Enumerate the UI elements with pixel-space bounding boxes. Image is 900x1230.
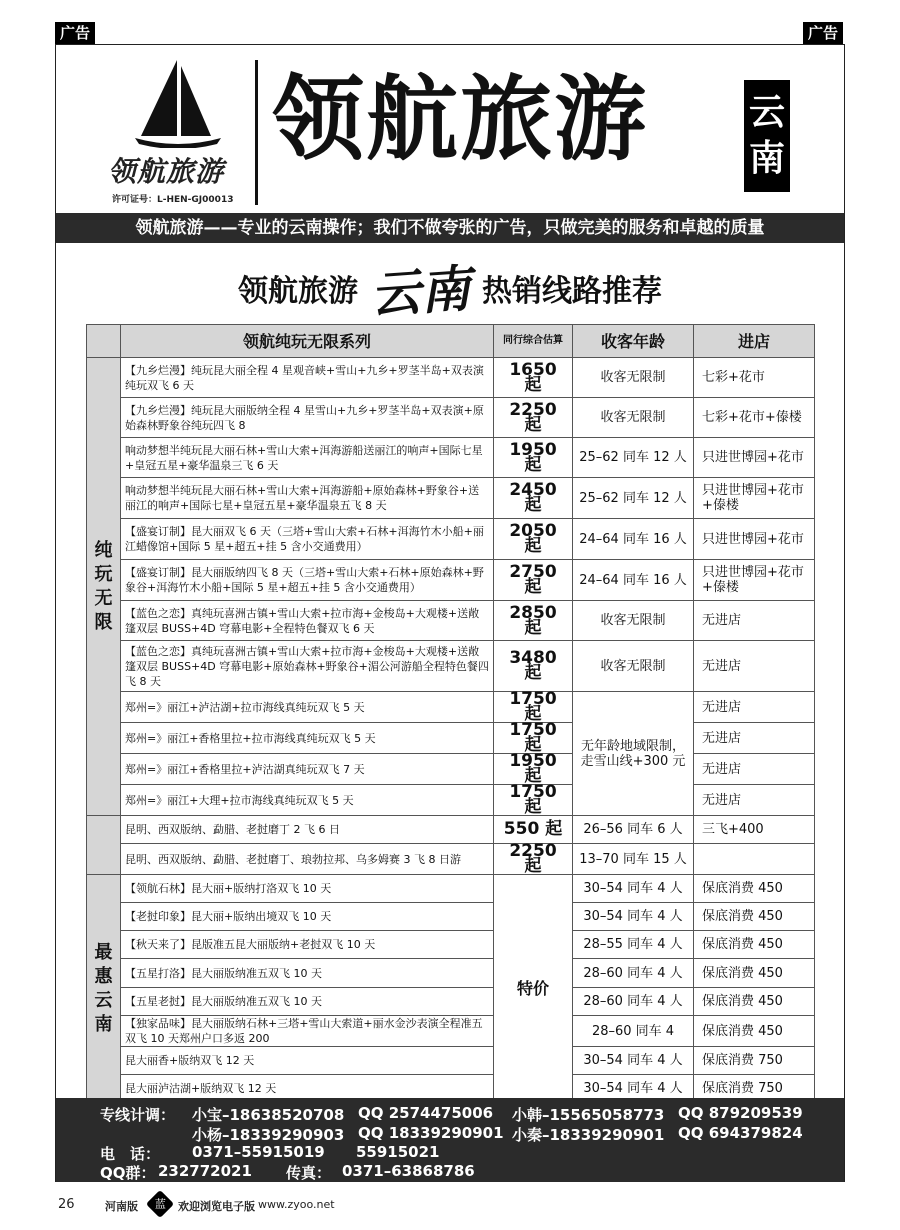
shop-cell: 保底消费 750	[694, 1047, 815, 1075]
contact-xiaoyang-qq: QQ 18339290901	[358, 1124, 504, 1142]
section-heading	[0, 252, 900, 325]
route-cell: 昆大丽香+版纳双飞 12 天	[121, 1047, 494, 1075]
price-cell: 2850 起	[494, 601, 573, 641]
route-cell: 【九乡烂漫】纯玩昆大丽版纳全程 4 星雪山+九乡+罗茎半岛+双表演+原始森林野象谷纯玩四飞 8	[121, 398, 494, 438]
category-best-label: 最惠云南	[94, 941, 113, 1035]
table-row	[87, 438, 815, 478]
table-row	[87, 816, 815, 844]
route-cell: 响动梦想半纯玩昆大丽石林+雪山大索+洱海游船+原始森林+野象谷+送丽江的响声+国际七星+皇冠五星+豪华温泉五飞 8 天	[121, 478, 494, 519]
welcome-text: 欢迎浏览电子版	[178, 1200, 255, 1213]
age-cell: 收客无限制	[573, 641, 694, 692]
shop-cell: 保底消费 450	[694, 959, 815, 988]
price-cell: 1750 起	[494, 692, 573, 723]
edition-badge-icon	[146, 1190, 174, 1218]
route-cell: 【蓝色之恋】真纯玩喜洲古镇+雪山大索+拉市海+金梭岛+大观楼+送敞篷双层 BUSS+4D 穹幕电影+原始森林+野象谷+湄公河游船全程特色餐四飞 8 天	[121, 641, 494, 692]
category-unlimited	[87, 358, 121, 816]
price-cell: 2050 起	[494, 519, 573, 560]
contact-xiaohan: 小韩–15565058773	[512, 1106, 665, 1124]
contact-xiaobao: 小宝–18638520708	[192, 1106, 345, 1124]
age-cell: 25–62 同车 12 人	[573, 478, 694, 519]
shop-cell: 无进店	[694, 754, 815, 785]
shop-cell: 保底消费 450	[694, 875, 815, 903]
contact-xiaohan-qq: QQ 879209539	[678, 1104, 803, 1122]
age-cell: 25–62 同车 12 人	[573, 438, 694, 478]
price-cell: 2750 起	[494, 560, 573, 601]
route-cell: 【秋天来了】昆版准五昆大丽版纳+老挝双飞 10 天	[121, 931, 494, 959]
age-cell: 24–64 同车 16 人	[573, 560, 694, 601]
price-cell: 1950 起	[494, 438, 573, 478]
age-cell: 28–60 同车 4 人	[573, 959, 694, 988]
category-blank	[87, 816, 121, 875]
header-price: 同行综合估算	[494, 325, 573, 358]
age-cell: 28–60 同车 4	[573, 1016, 694, 1047]
route-cell: 昆大丽泸沽湖+版纳双飞 12 天	[121, 1075, 494, 1103]
contact-xiaoqin-qq: QQ 694379824	[678, 1124, 803, 1142]
header-divider	[255, 60, 258, 205]
route-cell: 【独家品味】昆大丽版纳石林+三塔+雪山大索道+丽水金沙表演全程准五双飞 10 天郑州户口多返 200	[121, 1016, 494, 1047]
phone-2: 55915021	[356, 1143, 440, 1161]
route-cell: 郑州=》丽江+香格里拉+泸沽湖真纯玩双飞 7 天	[121, 754, 494, 785]
contact-xiaobao-qq: QQ 2574475006	[358, 1104, 494, 1122]
shop-cell: 只进世博园+花市+傣楼	[694, 478, 815, 519]
route-cell: 昆明、西双版纳、勐腊、老挝磨丁、琅勃拉邦、乌多姆赛 3 飞 8 日游	[121, 844, 494, 875]
table-row	[87, 754, 815, 785]
price-cell: 1750 起	[494, 785, 573, 816]
hotline-label: 专线计调：	[100, 1106, 176, 1124]
shop-cell	[694, 844, 815, 875]
route-cell: 响动梦想半纯玩昆大丽石林+雪山大索+洱海游船送丽江的响声+国际七星+皇冠五星+豪华温泉三飞 6 天	[121, 438, 494, 478]
contact-footer	[56, 1098, 844, 1182]
header-age: 收客年龄	[573, 325, 694, 358]
shop-cell: 保底消费 450	[694, 1016, 815, 1047]
heading-left: 领航旅游	[238, 274, 358, 309]
table-row	[87, 478, 815, 519]
sailboat-logo-icon	[133, 58, 223, 148]
table-row	[87, 723, 815, 754]
table-row	[87, 875, 815, 903]
shop-cell: 七彩+花市+傣楼	[694, 398, 815, 438]
age-cell: 13–70 同车 15 人	[573, 844, 694, 875]
route-cell: 【五星打洛】昆大丽版纳准五双飞 10 天	[121, 959, 494, 988]
edition-label: 河南版	[105, 1200, 138, 1213]
header-blank	[87, 325, 121, 358]
qq-group-label: QQ群：	[100, 1164, 156, 1182]
price-cell: 550 起	[494, 816, 573, 844]
page-number: 26	[58, 1197, 75, 1212]
heading-script: 云南	[368, 258, 473, 325]
phone-1: 0371–55915019	[192, 1143, 325, 1161]
route-cell: 郑州=》丽江+香格里拉+拉市海线真纯玩双飞 5 天	[121, 723, 494, 754]
price-cell: 1750 起	[494, 723, 573, 754]
table-row	[87, 519, 815, 560]
table-row	[87, 844, 815, 875]
contact-xiaoqin: 小秦–18339290901	[512, 1126, 665, 1144]
merged-age-cell: 无年龄地域限制，走雪山线+300 元	[573, 692, 694, 816]
age-cell: 30–54 同车 4 人	[573, 903, 694, 931]
table-header-row	[87, 325, 815, 358]
price-cell: 1650 起	[494, 358, 573, 398]
license-number: 许可证号：L-HEN-GJ00013	[112, 195, 234, 205]
route-cell: 【领航石林】昆大丽+版纳打洛双飞 10 天	[121, 875, 494, 903]
age-cell: 收客无限制	[573, 358, 694, 398]
table-row	[87, 560, 815, 601]
routes-table	[86, 324, 815, 1103]
brand-region-text: 云南	[748, 92, 785, 179]
shop-cell: 无进店	[694, 723, 815, 754]
route-cell: 【九乡烂漫】纯玩昆大丽全程 4 星观音峡+雪山+九乡+罗茎半岛+双表演纯玩双飞 6 天	[121, 358, 494, 398]
qq-group-number: 232772021	[158, 1162, 252, 1180]
table-row	[87, 903, 815, 931]
table-row	[87, 601, 815, 641]
route-cell: 郑州=》丽江+大理+拉市海线真纯玩双飞 5 天	[121, 785, 494, 816]
table-row	[87, 785, 815, 816]
price-cell: 3480 起	[494, 641, 573, 692]
shop-cell: 无进店	[694, 601, 815, 641]
ad-tag-left: 广告	[55, 22, 95, 44]
shop-cell: 保底消费 450	[694, 931, 815, 959]
contact-xiaoyang: 小杨–18339290903	[192, 1126, 345, 1144]
category-unlimited-label: 纯玩无限	[94, 539, 113, 633]
table-row	[87, 1016, 815, 1047]
table-row	[87, 988, 815, 1016]
shop-cell: 只进世博园+花市+傣楼	[694, 560, 815, 601]
route-cell: 【盛宴订制】昆大丽双飞 6 天（三塔+雪山大索+石林+洱海竹木小船+丽江蜡像馆+国际 5 星+超五+挂 5 含小交通费用）	[121, 519, 494, 560]
age-cell: 24–64 同车 16 人	[573, 519, 694, 560]
shop-cell: 只进世博园+花市	[694, 438, 815, 478]
shop-cell: 无进店	[694, 785, 815, 816]
route-cell: 【蓝色之恋】真纯玩喜洲古镇+雪山大索+拉市海+金梭岛+大观楼+送敞篷双层 BUSS+4D 穹幕电影+全程特色餐双飞 6 天	[121, 601, 494, 641]
edition-badge-text: 蓝	[154, 1197, 166, 1210]
age-cell: 30–54 同车 4 人	[573, 1075, 694, 1103]
brand-title: 领航旅游	[272, 66, 649, 173]
age-cell: 26–56 同车 6 人	[573, 816, 694, 844]
table-row	[87, 692, 815, 723]
age-cell: 收客无限制	[573, 601, 694, 641]
category-best	[87, 875, 121, 1103]
price-cell: 2250 起	[494, 398, 573, 438]
age-cell: 30–54 同车 4 人	[573, 875, 694, 903]
special-price-cell: 特价	[494, 875, 573, 1103]
header-shop: 进店	[694, 325, 815, 358]
age-cell: 28–55 同车 4 人	[573, 931, 694, 959]
shop-cell: 保底消费 750	[694, 1075, 815, 1103]
age-cell: 28–60 同车 4 人	[573, 988, 694, 1016]
table-row	[87, 1047, 815, 1075]
table-row	[87, 959, 815, 988]
fax-label: 传真：	[286, 1164, 332, 1182]
shop-cell: 只进世博园+花市	[694, 519, 815, 560]
phone-label: 电 话：	[100, 1145, 161, 1163]
shop-cell: 无进店	[694, 692, 815, 723]
heading-right: 热销线路推荐	[482, 274, 662, 309]
route-cell: 郑州=》丽江+泸沽湖+拉市海线真纯玩双飞 5 天	[121, 692, 494, 723]
table-row	[87, 398, 815, 438]
header-series: 领航纯玩无限系列	[121, 325, 494, 358]
brand-region-badge	[744, 80, 790, 192]
table-row	[87, 931, 815, 959]
ad-tag-right: 广告	[803, 22, 843, 44]
route-cell: 【盛宴订制】昆大丽版纳四飞 8 天（三塔+雪山大索+石林+原始森林+野象谷+洱海竹木小船+国际 5 星+超五+挂 5 含小交通费用）	[121, 560, 494, 601]
shop-cell: 保底消费 450	[694, 903, 815, 931]
shop-cell: 无进店	[694, 641, 815, 692]
table-row	[87, 641, 815, 692]
fax-number: 0371–63868786	[342, 1162, 475, 1180]
shop-cell: 三飞+400	[694, 816, 815, 844]
table-row	[87, 358, 815, 398]
website-link[interactable]: www.zyoo.net	[258, 1198, 335, 1211]
age-cell: 收客无限制	[573, 398, 694, 438]
price-cell: 2250 起	[494, 844, 573, 875]
route-cell: 【五星老挝】昆大丽版纳准五双飞 10 天	[121, 988, 494, 1016]
shop-cell: 七彩+花市	[694, 358, 815, 398]
route-cell: 【老挝印象】昆大丽+版纳出境双飞 10 天	[121, 903, 494, 931]
shop-cell: 保底消费 450	[694, 988, 815, 1016]
age-cell: 30–54 同车 4 人	[573, 1047, 694, 1075]
logo-text: 领航旅游	[108, 155, 225, 188]
route-cell: 昆明、西双版纳、勐腊、老挝磨丁 2 飞 6 日	[121, 816, 494, 844]
price-cell: 2450 起	[494, 478, 573, 519]
price-cell: 1950 起	[494, 754, 573, 785]
slogan-bar: 领航旅游——专业的云南操作；我们不做夸张的广告，只做完美的服务和卓越的质量	[56, 213, 844, 243]
